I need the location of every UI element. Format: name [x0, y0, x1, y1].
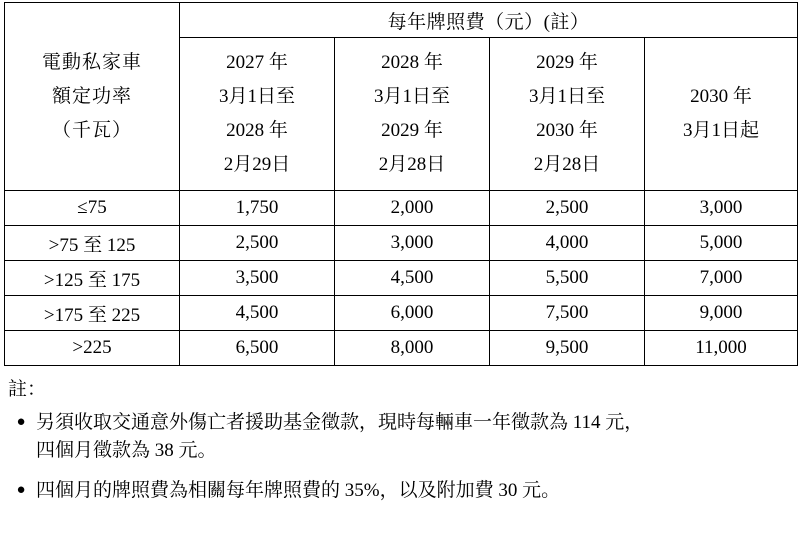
- header-year-2028-line-2: 3月1日至: [373, 86, 450, 107]
- table-row: [5, 261, 798, 296]
- header-year-2029-line-3: 2030 年: [536, 120, 598, 141]
- row-label: >225: [5, 331, 180, 366]
- row-label: >125 至 175: [5, 261, 180, 296]
- row-label: ≤75: [5, 191, 180, 226]
- header-power-line-3: （千瓦）: [51, 119, 132, 141]
- row-value: 3,000: [645, 191, 798, 226]
- header-cell-year-2029: [490, 38, 645, 191]
- row-value: 6,500: [180, 331, 335, 366]
- row-value: 8,000: [335, 331, 490, 366]
- list-item: [6, 477, 796, 505]
- row-value: 5,000: [645, 226, 798, 261]
- header-year-2028-line-4: 2月28日: [378, 154, 446, 175]
- note-text: [36, 409, 796, 465]
- row-value: 7,000: [645, 261, 798, 296]
- header-cell-year-2027: [180, 38, 335, 191]
- header-year-2029-line-1: 2029 年: [536, 52, 598, 73]
- row-value: 2,500: [180, 226, 335, 261]
- row-value: 11,000: [645, 331, 798, 366]
- list-item: [6, 409, 796, 465]
- header-cell-year-2028: [335, 38, 490, 191]
- table-row: [5, 226, 798, 261]
- header-year-2030-line-2: 3月1日起: [683, 120, 760, 141]
- header-year-2028-line-3: 2029 年: [381, 120, 443, 141]
- vehicle-licence-fee-table: [4, 2, 798, 366]
- bullet-icon: ●: [16, 482, 26, 498]
- row-value: 2,000: [335, 191, 490, 226]
- row-value: 7,500: [490, 296, 645, 331]
- header-cell-year-2030: [645, 38, 798, 191]
- header-year-2027-line-1: 2027 年: [226, 52, 288, 73]
- bullet-icon: ●: [16, 414, 26, 430]
- row-value: 3,500: [180, 261, 335, 296]
- note-line-1: 四個月的牌照費為相關每年牌照費的 35%，以及附加費 30 元。: [36, 480, 561, 501]
- header-year-2028-line-1: 2028 年: [381, 52, 443, 73]
- note-line-1: 另須收取交通意外傷亡者援助基金徵款，現時每輛車一年徵款為 114 元，: [36, 412, 644, 433]
- header-power-line-1: 電動私家車: [41, 51, 142, 73]
- header-year-2027-line-2: 3月1日至: [218, 86, 295, 107]
- row-value: 6,000: [335, 296, 490, 331]
- header-year-2027-line-3: 2028 年: [226, 120, 288, 141]
- header-power-line-2: 額定功率: [51, 85, 132, 107]
- row-value: 4,500: [180, 296, 335, 331]
- row-value: 5,500: [490, 261, 645, 296]
- table-row: [5, 191, 798, 226]
- row-value: 9,500: [490, 331, 645, 366]
- header-cell-power-rating: [5, 3, 180, 191]
- header-year-2029-line-2: 3月1日至: [528, 86, 605, 107]
- notes-section: [6, 380, 796, 505]
- row-value: 4,500: [335, 261, 490, 296]
- header-year-2029-line-4: 2月28日: [533, 154, 601, 175]
- header-year-2027-line-4: 2月29日: [223, 154, 291, 175]
- note-line-2: 四個月徵款為 38 元。: [36, 440, 217, 461]
- row-value: 9,000: [645, 296, 798, 331]
- header-year-2030-line-1: 2030 年: [690, 86, 752, 107]
- row-label: >175 至 225: [5, 296, 180, 331]
- note-text: [36, 477, 796, 505]
- table-header-row-main: [5, 3, 798, 38]
- table-row: [5, 296, 798, 331]
- notes-title: 註：: [8, 379, 47, 400]
- row-value: 4,000: [490, 226, 645, 261]
- header-cell-annual-fee: 每年牌照費（元）(註）: [180, 3, 798, 38]
- row-label: >75 至 125: [5, 226, 180, 261]
- row-value: 1,750: [180, 191, 335, 226]
- row-value: 2,500: [490, 191, 645, 226]
- document-page: [0, 2, 807, 550]
- table-row: [5, 331, 798, 366]
- row-value: 3,000: [335, 226, 490, 261]
